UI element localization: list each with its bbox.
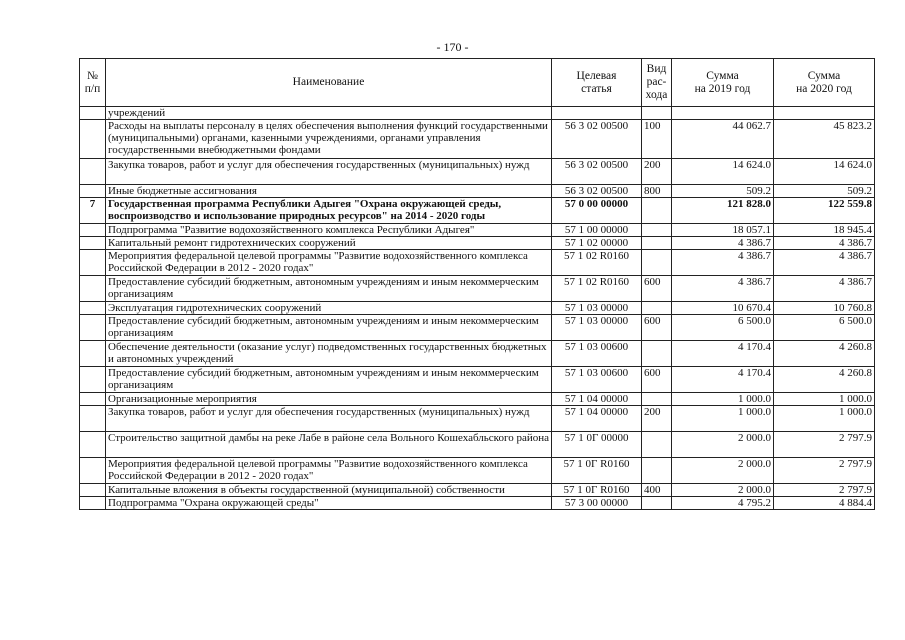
row-sum-2019: 2 000.0 [672,484,774,497]
row-expense-type [642,393,672,406]
row-number [80,276,106,302]
row-sum-2020 [774,107,875,120]
row-sum-2020: 18 945.4 [774,224,875,237]
row-expense-type: 400 [642,484,672,497]
row-target-article: 57 1 02 R0160 [552,276,642,302]
row-sum-2020: 2 797.9 [774,484,875,497]
column-header-sum2019: Сумма на 2019 год [672,59,774,107]
row-sum-2019: 14 624.0 [672,159,774,185]
row-name: Иные бюджетные ассигнования [106,185,552,198]
table-row [80,367,875,393]
row-sum-2020: 45 823.2 [774,120,875,159]
row-target-article: 57 1 0Г R0160 [552,484,642,497]
row-sum-2019: 4 386.7 [672,276,774,302]
row-expense-type [642,458,672,484]
column-header-num: № п/п [80,59,106,107]
row-name: Строительство защитной дамбы на реке Лабе в районе села Вольного Кошехабльского района [106,432,552,458]
row-number [80,458,106,484]
row-sum-2020: 4 386.7 [774,276,875,302]
row-target-article: 56 3 02 00500 [552,120,642,159]
row-sum-2019: 4 170.4 [672,367,774,393]
row-target-article: 57 1 02 00000 [552,237,642,250]
row-sum-2019: 4 170.4 [672,341,774,367]
row-target-article: 57 1 03 00000 [552,315,642,341]
row-expense-type [642,302,672,315]
row-sum-2019: 1 000.0 [672,406,774,432]
row-name: Предоставление субсидий бюджетным, автономным учреждениям и иным некоммерческим организациям [106,315,552,341]
row-target-article: 56 3 02 00500 [552,159,642,185]
header-row [80,59,875,107]
row-target-article: 57 1 03 00600 [552,341,642,367]
row-number [80,367,106,393]
page-number: - 170 - [436,40,469,54]
row-sum-2020: 4 260.8 [774,341,875,367]
row-sum-2019: 509.2 [672,185,774,198]
row-sum-2019: 2 000.0 [672,458,774,484]
row-expense-type: 600 [642,367,672,393]
table-row [80,393,875,406]
row-sum-2019: 18 057.1 [672,224,774,237]
row-name: Капитальные вложения в объекты государственной (муниципальной) собственности [106,484,552,497]
row-number [80,484,106,497]
row-name: Предоставление субсидий бюджетным, автономным учреждениям и иным некоммерческим организациям [106,367,552,393]
column-header-code: Целевая статья [552,59,642,107]
row-number [80,237,106,250]
row-sum-2019: 121 828.0 [672,198,774,224]
table-row [80,315,875,341]
row-target-article: 57 1 0Г 00000 [552,432,642,458]
row-name: Закупка товаров, работ и услуг для обеспечения государственных (муниципальных) нужд [106,159,552,185]
row-number [80,120,106,159]
column-header-sum2020: Сумма на 2020 год [774,59,875,107]
table-row [80,497,875,510]
budget-table [79,58,875,510]
row-expense-type: 200 [642,406,672,432]
row-name: Капитальный ремонт гидротехнических сооружений [106,237,552,250]
row-number [80,393,106,406]
row-number [80,315,106,341]
row-sum-2020: 4 884.4 [774,497,875,510]
row-target-article: 57 1 03 00600 [552,367,642,393]
row-number [80,224,106,237]
table-row [80,120,875,159]
row-target-article: 57 1 0Г R0160 [552,458,642,484]
row-name: Закупка товаров, работ и услуг для обеспечения государственных (муниципальных) нужд [106,406,552,432]
column-header-type: Вид рас- хода [642,59,672,107]
table-row [80,185,875,198]
row-number [80,107,106,120]
row-sum-2019: 1 000.0 [672,393,774,406]
table-row [80,159,875,185]
row-sum-2020: 10 760.8 [774,302,875,315]
row-sum-2019: 4 795.2 [672,497,774,510]
row-expense-type [642,224,672,237]
row-sum-2020: 509.2 [774,185,875,198]
row-number [80,159,106,185]
table-row [80,458,875,484]
row-number [80,497,106,510]
table-row [80,406,875,432]
row-target-article: 57 1 04 00000 [552,393,642,406]
row-sum-2019: 10 670.4 [672,302,774,315]
table-row [80,432,875,458]
row-sum-2020: 1 000.0 [774,393,875,406]
row-expense-type [642,341,672,367]
table-row [80,276,875,302]
row-expense-type: 100 [642,120,672,159]
row-expense-type [642,432,672,458]
row-sum-2019: 2 000.0 [672,432,774,458]
table-row [80,224,875,237]
column-header-name: Наименование [106,59,552,107]
row-sum-2020: 4 386.7 [774,250,875,276]
row-name: Мероприятия федеральной целевой программы "Развитие водохозяйственного комплекса Российской Федерации в 2012 - 2020 годах" [106,458,552,484]
row-name: Предоставление субсидий бюджетным, автономным учреждениям и иным некоммерческим организациям [106,276,552,302]
row-name: Подпрограмма "Развитие водохозяйственного комплекса Республики Адыгея" [106,224,552,237]
table-row [80,237,875,250]
row-name: Расходы на выплаты персоналу в целях обеспечения выполнения функций государственными (муниципальными) органами, казенными учреждениями, органами управления государственными внебюджетными фондами [106,120,552,159]
row-sum-2019: 4 386.7 [672,250,774,276]
row-sum-2020: 14 624.0 [774,159,875,185]
row-number [80,341,106,367]
row-expense-type: 600 [642,315,672,341]
row-number [80,432,106,458]
row-target-article [552,107,642,120]
table-row [80,198,875,224]
row-target-article: 57 1 02 R0160 [552,250,642,276]
row-expense-type [642,497,672,510]
row-sum-2019 [672,107,774,120]
row-name: Организационные мероприятия [106,393,552,406]
row-number: 7 [80,198,106,224]
row-sum-2019: 6 500.0 [672,315,774,341]
table-row [80,302,875,315]
row-number [80,406,106,432]
row-name: учреждений [106,107,552,120]
table-body [80,107,875,510]
row-name: Подпрограмма "Охрана окружающей среды" [106,497,552,510]
row-sum-2020: 1 000.0 [774,406,875,432]
row-target-article: 57 1 03 00000 [552,302,642,315]
row-expense-type: 200 [642,159,672,185]
row-target-article: 57 1 04 00000 [552,406,642,432]
row-target-article: 57 3 00 00000 [552,497,642,510]
row-number [80,302,106,315]
row-target-article: 56 3 02 00500 [552,185,642,198]
row-sum-2020: 122 559.8 [774,198,875,224]
row-sum-2020: 4 386.7 [774,237,875,250]
row-expense-type [642,107,672,120]
row-sum-2019: 44 062.7 [672,120,774,159]
row-sum-2020: 2 797.9 [774,458,875,484]
row-name: Мероприятия федеральной целевой программы "Развитие водохозяйственного комплекса Российской Федерации в 2012 - 2020 годах" [106,250,552,276]
row-sum-2020: 6 500.0 [774,315,875,341]
row-sum-2020: 2 797.9 [774,432,875,458]
row-target-article: 57 1 00 00000 [552,224,642,237]
table-row [80,250,875,276]
row-expense-type [642,250,672,276]
row-sum-2019: 4 386.7 [672,237,774,250]
table-row [80,484,875,497]
row-name: Государственная программа Республики Адыгея "Охрана окружающей среды, воспроизводство и использование природных ресурсов" на 2014 - 2020 годы [106,198,552,224]
row-expense-type: 600 [642,276,672,302]
row-number [80,185,106,198]
row-expense-type [642,198,672,224]
table-row [80,341,875,367]
row-sum-2020: 4 260.8 [774,367,875,393]
row-number [80,250,106,276]
row-name: Обеспечение деятельности (оказание услуг) подведомственных государственных бюджетных и автономных учреждений [106,341,552,367]
table-row [80,107,875,120]
row-target-article: 57 0 00 00000 [552,198,642,224]
row-name: Эксплуатация гидротехнических сооружений [106,302,552,315]
row-expense-type: 800 [642,185,672,198]
row-expense-type [642,237,672,250]
